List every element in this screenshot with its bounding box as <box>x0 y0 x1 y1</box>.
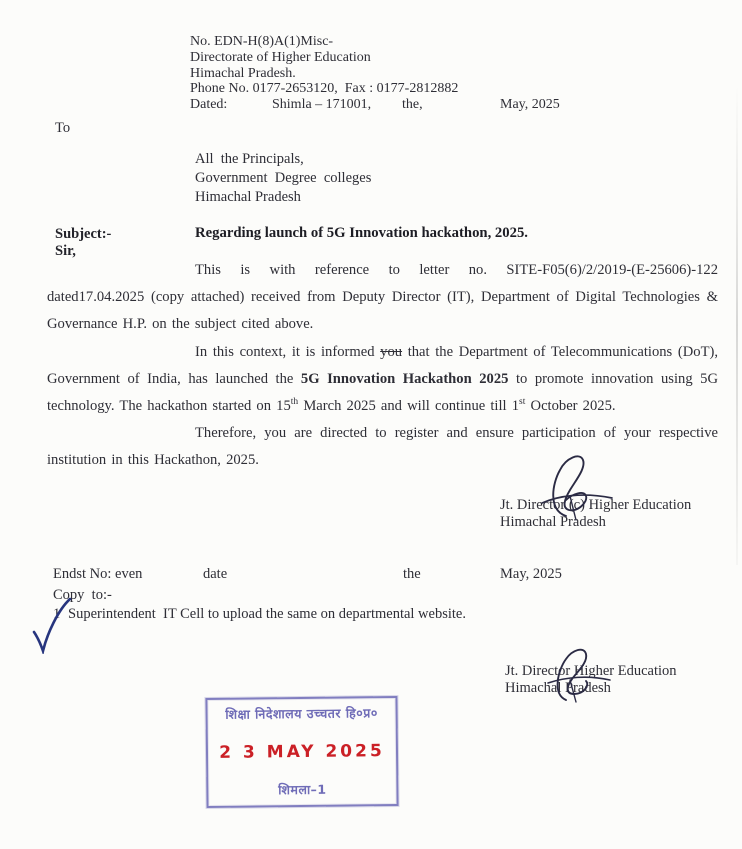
signature-scribble-icon <box>536 450 614 522</box>
letterhead-phone-fax: Phone No. 0177-2653120, Fax : 0177-2812882 <box>190 81 459 97</box>
signature-scribble-icon <box>540 644 612 704</box>
endst-no: Endst No: even <box>53 566 143 582</box>
copy-to-label: Copy to:- <box>53 587 112 603</box>
place-label: Shimla – 171001, <box>272 97 372 113</box>
recipient-block <box>195 150 371 207</box>
para2-segment: that the Department of Telecommunications (DoT), Government of India, has launched the <box>47 343 718 387</box>
stamp-office-name: शिक्षा निदेशालय उच्चतर हि०प्र० <box>225 705 378 722</box>
signatory-org: Himachal Pradesh <box>505 679 611 696</box>
body-paragraph-2 <box>47 339 718 421</box>
signatory-title: Jt. Director (c) Higher Education <box>500 497 692 513</box>
body-paragraph-1: This is with reference to letter no. SITE-F05(6)/2/2019-(E-25606)-122 dated17.04.2025 (copy attached) received from Deputy Director (IT), Department of Digital Technologies & Governance H.P. on the subject cited above. <box>47 262 718 333</box>
para2-segment: to promote innovation using 5G technology. The hackathon started on 15 <box>47 370 718 415</box>
signatory-org: Himachal Pradesh <box>500 513 606 530</box>
letterhead-org: Directorate of Higher Education <box>190 49 371 65</box>
para2-segment: March 2025 and will continue till 1 <box>298 398 520 415</box>
letter-ref-no: No. EDN-H(8)A(1)Misc- <box>190 34 334 49</box>
recipient-line: Himachal Pradesh <box>195 189 301 205</box>
month-year: May, 2025 <box>500 97 560 113</box>
body-paragraph-3: Therefore, you are directed to register and ensure participation of your respective institution in this Hackathon, 2025. <box>47 425 718 469</box>
letterhead-state: Himachal Pradesh. <box>190 65 296 81</box>
subject-label: Subject:- <box>55 226 112 242</box>
signatory-title: Jt. Director Higher Education <box>505 663 677 679</box>
copy-item-text: Superintendent IT Cell to upload the same on departmental website. <box>68 606 466 622</box>
endst-date-label: date <box>203 566 228 582</box>
scan-edge-artifact <box>736 85 738 565</box>
to-label: To <box>55 120 71 136</box>
stamp-place: शिमला–1 <box>278 781 327 798</box>
copy-item-number: 1 <box>53 606 61 622</box>
letterhead <box>190 34 610 113</box>
the-label: the, <box>402 97 423 113</box>
letter-body <box>47 257 718 475</box>
endst-the-label: the <box>403 566 421 582</box>
ordinal-sup: th <box>290 397 299 408</box>
struck-word: you <box>380 343 403 360</box>
receipt-stamp <box>205 696 398 808</box>
dated-label: Dated: <box>190 97 228 113</box>
para2-segment: October 2025. <box>525 398 616 415</box>
tick-mark-icon <box>30 596 74 654</box>
recipient-line: Government Degree colleges <box>195 170 372 186</box>
endst-month-year: May, 2025 <box>500 566 562 582</box>
ordinal-sup: st <box>519 397 526 408</box>
dated-row <box>190 97 610 113</box>
subject-text: Regarding launch of 5G Innovation hackathon, 2025. <box>195 225 528 241</box>
salutation: Sir, <box>55 243 76 259</box>
endorsement-row <box>0 566 742 584</box>
copy-item-1 <box>53 606 466 623</box>
para2-segment: In this context, it is informed <box>195 343 381 360</box>
stamp-date: 2 3 MAY 2025 <box>219 740 385 763</box>
hackathon-bold: 5G Innovation Hackathon 2025 <box>300 370 509 387</box>
recipient-line: All the Principals, <box>195 151 304 167</box>
